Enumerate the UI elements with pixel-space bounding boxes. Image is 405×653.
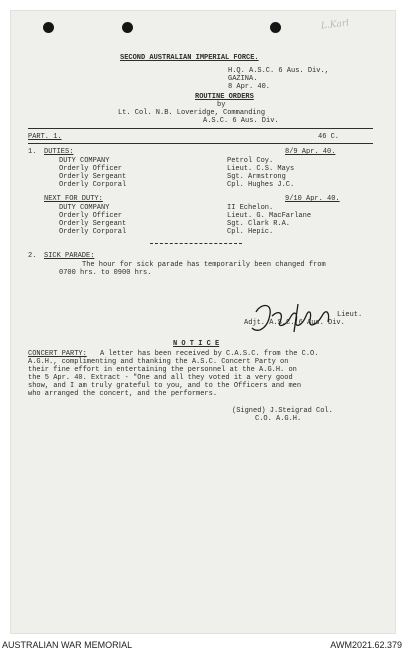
- duty-name: Sgt. Armstrong: [227, 173, 286, 181]
- item-number: 2.: [28, 252, 37, 260]
- duty-role: Orderly Officer: [59, 212, 123, 220]
- punch-hole: [43, 22, 54, 33]
- orders-title: ROUTINE ORDERS: [195, 93, 254, 101]
- duty-name: Cpl. Hughes J.C.: [227, 181, 295, 189]
- duty-name: Sgt. Clark R.A.: [227, 220, 291, 228]
- duty-name: II Echelon.: [227, 204, 274, 212]
- part-label: PART. 1.: [28, 133, 62, 141]
- next-duty-date: 9/10 Apr. 40.: [285, 195, 340, 203]
- sick-parade-text: The hour for sick parade has temporarily been changed from: [82, 261, 326, 269]
- notice-title: N O T I C E: [173, 340, 220, 348]
- signed-title: C.O. A.G.H.: [255, 415, 302, 423]
- duty-name: Lieut. C.S. Mays: [227, 165, 295, 173]
- duty-role: Orderly Corporal: [59, 181, 127, 189]
- place-line: GAZINA.: [228, 75, 258, 83]
- section-divider: [150, 243, 242, 244]
- duty-name: Petrol Coy.: [227, 157, 274, 165]
- hq-line: H.Q. A.S.C. 6 Aus. Div.,: [228, 67, 329, 75]
- notice-text: A letter has been received by C.A.S.C. from the C.O.: [100, 350, 319, 358]
- divider: [28, 128, 373, 129]
- duty-name: Lieut. G. MacFarlane: [227, 212, 312, 220]
- signature-rank: Lieut.: [337, 311, 363, 319]
- concert-party-heading: CONCERT PARTY:: [28, 350, 87, 358]
- footer-credit: AUSTRALIAN WAR MEMORIAL: [2, 640, 133, 650]
- commander-line: Lt. Col. N.B. Loveridge, Commanding: [118, 109, 266, 117]
- sick-parade-heading: SICK PARADE:: [44, 252, 95, 260]
- signature-title: Adjt. A.S.C. 6 Aus. Div.: [244, 319, 345, 327]
- notice-text: who arranged the concert, and the performers.: [28, 390, 218, 398]
- punch-hole: [122, 22, 133, 33]
- footer-accession-number: AWM2021.62.379: [330, 640, 402, 650]
- next-duty-heading: NEXT FOR DUTY:: [44, 195, 103, 203]
- notice-text: their fine effort in entertaining the personnel at the A.G.H. on: [28, 366, 297, 374]
- duty-role: Orderly Officer: [59, 165, 123, 173]
- signed-line: (Signed) J.Steigrad Col.: [232, 407, 333, 415]
- duty-role: DUTY COMPANY: [59, 157, 110, 165]
- sick-parade-text: 0700 hrs. to 0900 hrs.: [59, 269, 152, 277]
- divider: [28, 143, 373, 144]
- document-page: [10, 10, 396, 634]
- pencil-annotation: L.Karl: [320, 18, 350, 32]
- duty-name: Cpl. Hepic.: [227, 228, 274, 236]
- duty-role: Orderly Sergeant: [59, 173, 127, 181]
- notice-text: A.G.H., complimenting and thanking the A.S.C. Concert Party on: [28, 358, 289, 366]
- item-number: 1.: [28, 148, 37, 156]
- duty-role: Orderly Corporal: [59, 228, 127, 236]
- notice-text: show, and I am truly grateful to you, and to the Officers and men: [28, 382, 302, 390]
- unit-line: A.S.C. 6 Aus. Div.: [203, 117, 279, 125]
- date-line: 8 Apr. 40.: [228, 83, 271, 91]
- duty-role: Orderly Sergeant: [59, 220, 127, 228]
- document-title: SECOND AUSTRALIAN IMPERIAL FORCE.: [120, 54, 259, 62]
- duties-date: 8/9 Apr. 40.: [285, 148, 336, 156]
- by-line: by: [217, 101, 226, 109]
- part-number: 46 C.: [318, 133, 340, 141]
- notice-text: the 5 Apr. 40. Extract - "One and all they voted it a very good: [28, 374, 293, 382]
- punch-hole: [270, 22, 281, 33]
- duties-heading: DUTIES:: [44, 148, 74, 156]
- duty-role: DUTY COMPANY: [59, 204, 110, 212]
